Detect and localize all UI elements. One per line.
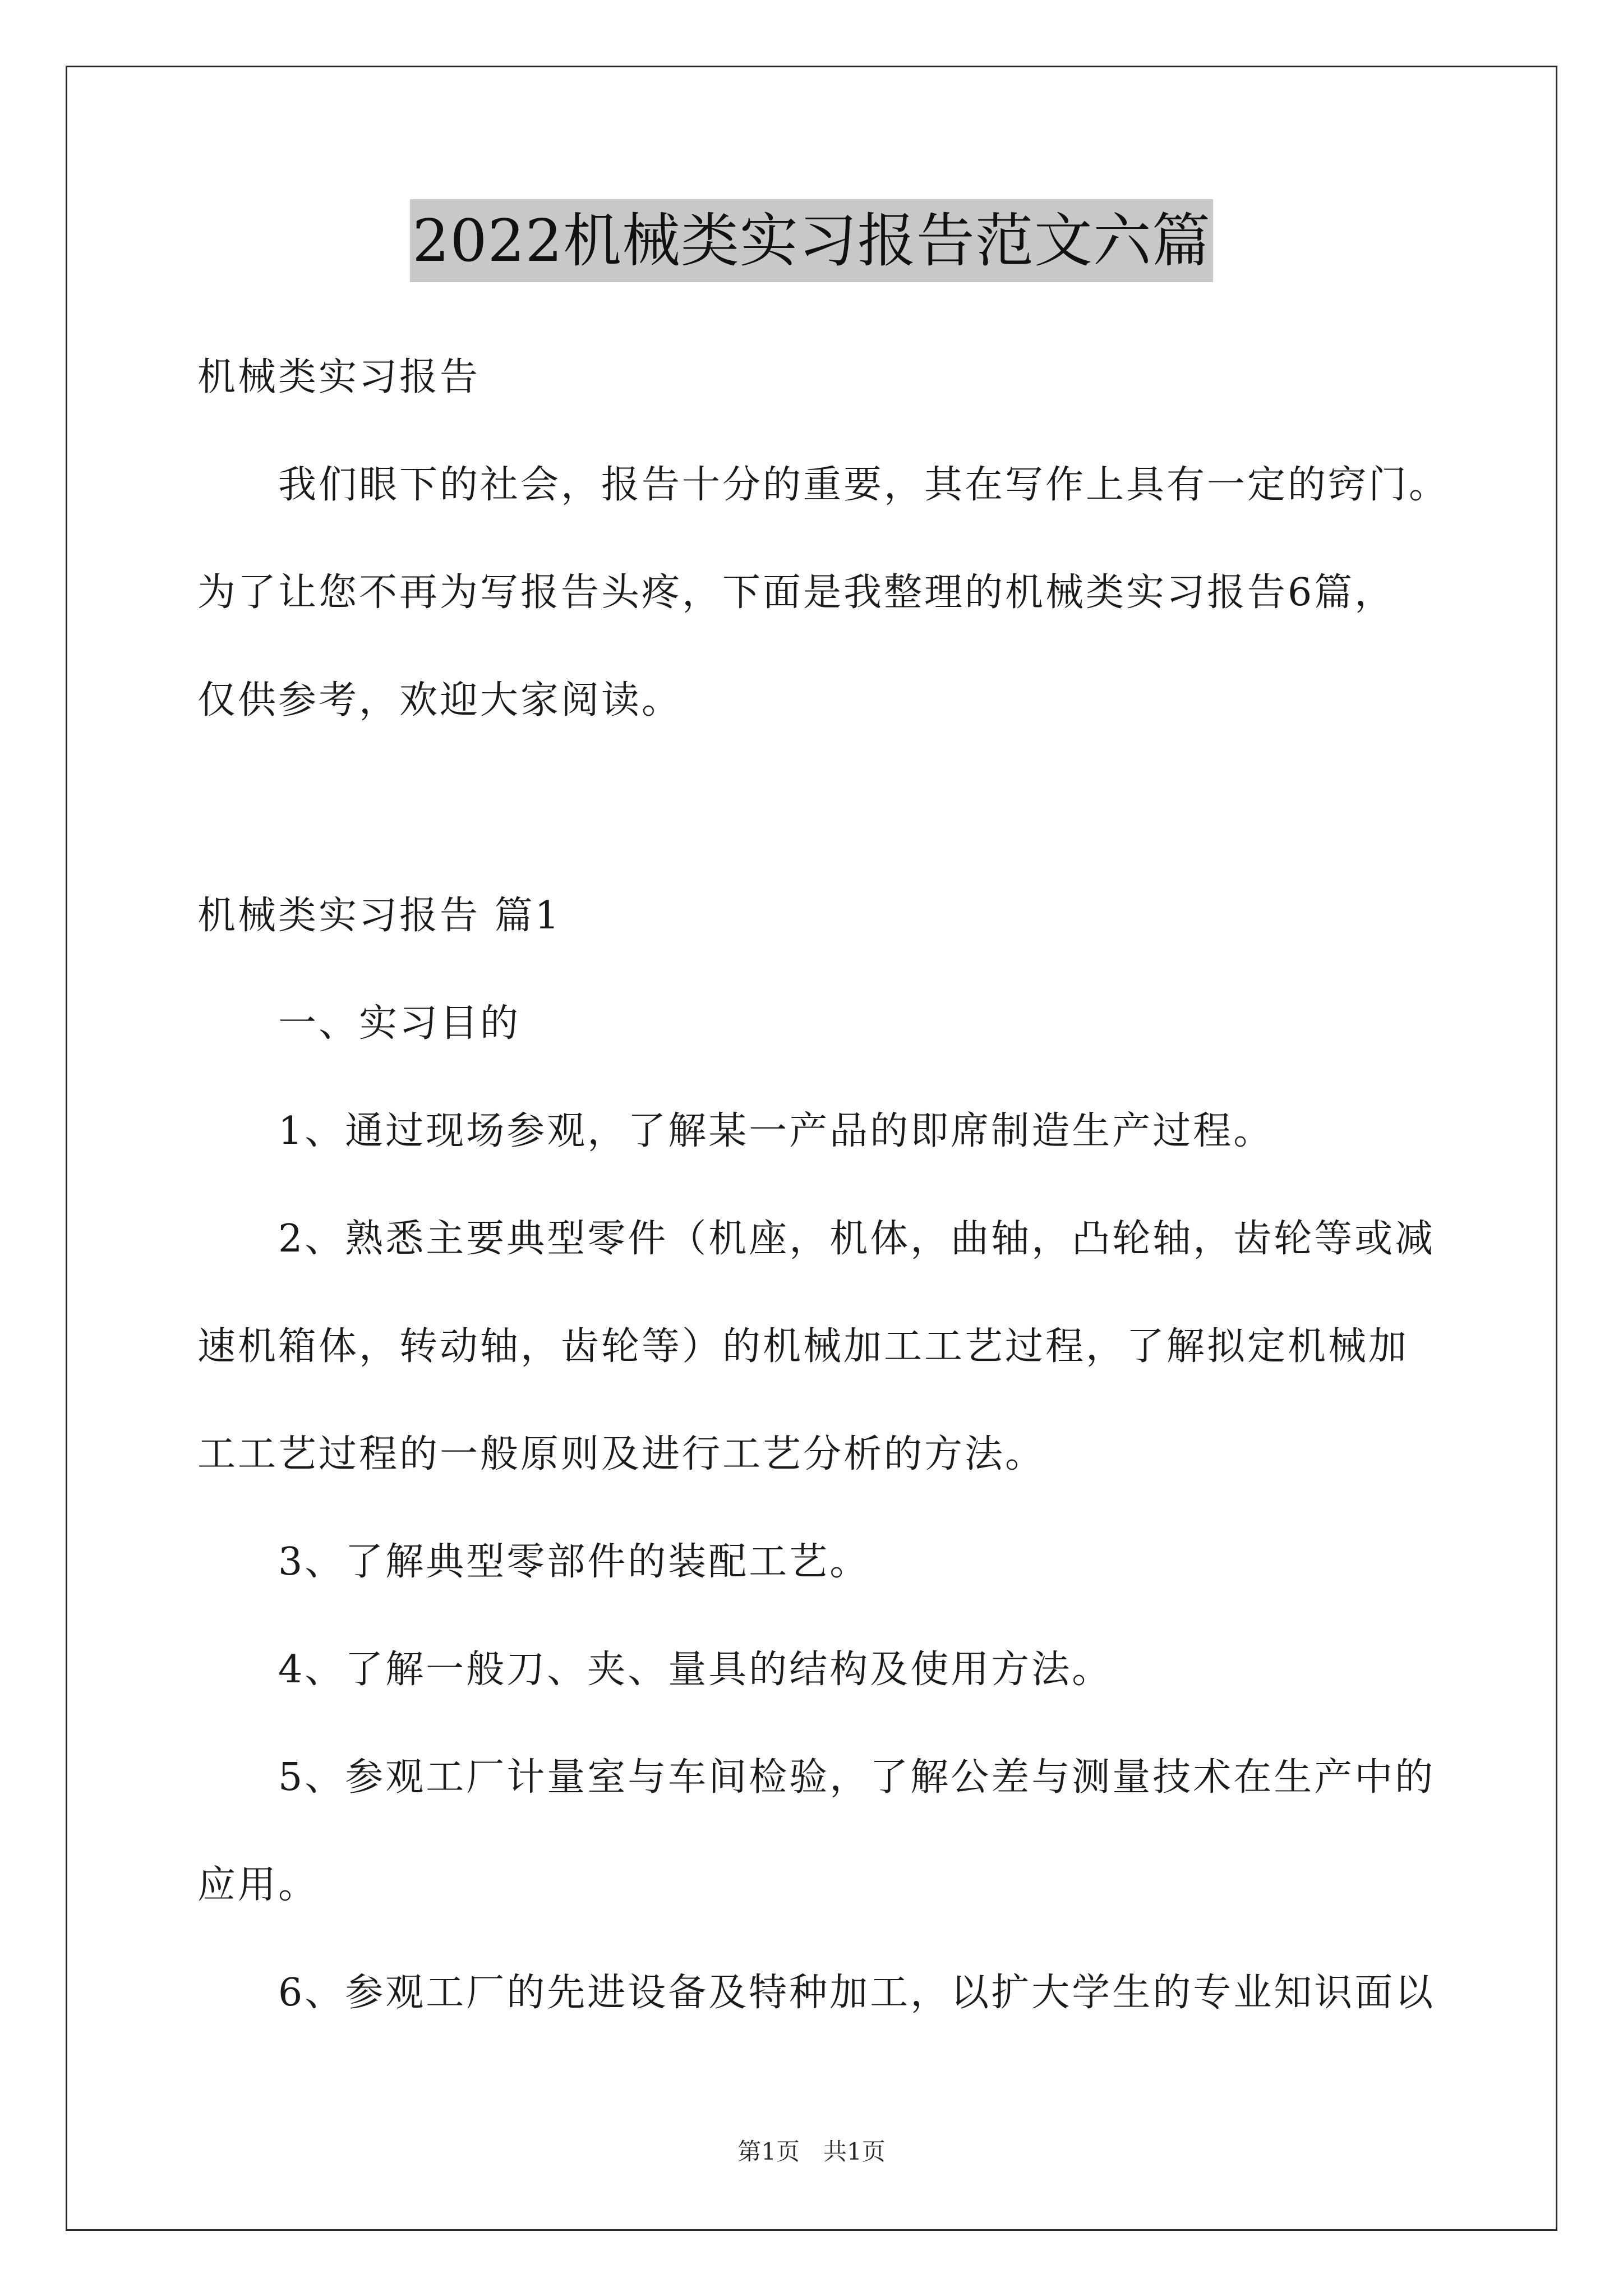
list-item: 3、了解典型零部件的装配工艺。 bbox=[278, 1540, 870, 1584]
page-footer: 第1页 共1页 bbox=[737, 2138, 886, 2165]
section-heading: 机械类实习报告 bbox=[197, 355, 481, 399]
list-item: 6、参观工厂的先进设备及特种加工，以扩大学生的专业知识面以 bbox=[278, 1971, 1436, 2015]
subheading: 一、实习目的 bbox=[278, 1001, 521, 1046]
list-item: 5、参观工厂计量室与车间检验，了解公差与测量技术在生产中的 bbox=[278, 1755, 1436, 1800]
list-item: 4、了解一般刀、夹、量具的结构及使用方法。 bbox=[278, 1648, 1113, 1692]
paragraph-line: 应用。 bbox=[197, 1863, 319, 1907]
section-heading: 机械类实习报告 篇1 bbox=[197, 894, 561, 938]
paragraph-line: 我们眼下的社会，报告十分的重要，其在写作上具有一定的窍门。 bbox=[278, 463, 1450, 507]
list-item: 2、熟悉主要典型零件（机座，机体，曲轴，凸轮轴，齿轮等或减 bbox=[278, 1217, 1436, 1261]
document-title: 2022机械类实习报告范文六篇 bbox=[410, 199, 1213, 282]
paragraph-line: 仅供参考，欢迎大家阅读。 bbox=[197, 678, 683, 723]
paragraph-line: 速机箱体，转动轴，齿轮等）的机械加工工艺过程，了解拟定机械加 bbox=[197, 1324, 1409, 1369]
paragraph-line: 工工艺过程的一般原则及进行工艺分析的方法。 bbox=[197, 1432, 1046, 1476]
title-wrap bbox=[0, 199, 1623, 282]
list-item: 1、通过现场参观，了解某一产品的即席制造生产过程。 bbox=[278, 1109, 1274, 1153]
paragraph-line: 为了让您不再为写报告头疼，下面是我整理的机械类实习报告6篇， bbox=[197, 570, 1395, 615]
